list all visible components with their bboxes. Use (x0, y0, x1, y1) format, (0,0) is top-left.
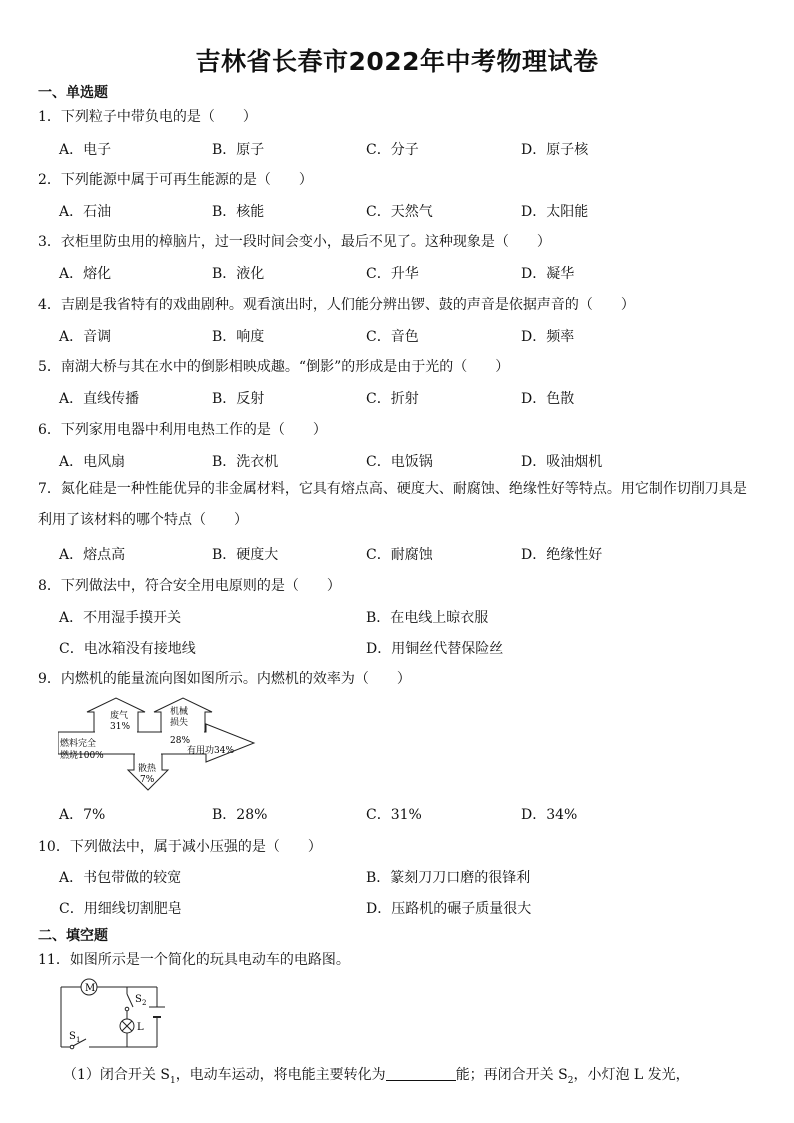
question-1-option-b: B．原子 (212, 142, 265, 158)
circuit-diagram (57, 977, 169, 1053)
question-9-option-a: A．7% (59, 807, 106, 823)
switch-1-label: S (69, 1031, 76, 1042)
question-2-option-a: A．石油 (59, 204, 112, 220)
q11-part1-after-blank: 能；再闭合开关 S (455, 1067, 568, 1083)
mechanical-loss-percent: 28% (170, 736, 191, 746)
question-10-stem: 10．下列做法中，属于减小压强的是（ ） (38, 839, 322, 855)
question-9-option-b: B．28% (212, 807, 268, 823)
question-10-option-d: D．压路机的碾子质量很大 (366, 901, 532, 917)
switch-2-blade (127, 994, 133, 1007)
question-1-stem: 1．下列粒子中带负电的是（ ） (38, 109, 257, 125)
question-6-option-c: C．电饭锅 (366, 454, 433, 470)
useful-work-label: 有用功34% (187, 746, 235, 756)
question-4-option-c: C．音色 (366, 329, 419, 345)
question-2-stem: 2．下列能源中属于可再生能源的是（ ） (38, 172, 313, 188)
q11-part1-prefix: （1）闭合开关 S (63, 1067, 170, 1083)
question-7-option-a: A．熔点高 (59, 547, 126, 563)
question-2-option-b: B．核能 (212, 204, 265, 220)
question-6-option-a: A．电风扇 (59, 454, 126, 470)
question-6-option-d: D．吸油烟机 (521, 454, 603, 470)
question-5-option-d: D．色散 (521, 391, 575, 407)
question-5-stem: 5．南湖大桥与其在水中的倒影相映成趣。“倒影”的形成是由于光的（ ） (38, 359, 510, 375)
question-8-option-b: B．在电线上晾衣服 (366, 610, 489, 626)
page-title: 吉林省长春市2022年中考物理试卷 (195, 47, 599, 76)
lamp-label: L (137, 1022, 144, 1033)
question-4-option-a: A．音调 (59, 329, 112, 345)
q11-part1-sub2: 2 (567, 1075, 574, 1086)
q11-part1-mid: ，电动车运动，将电能主要转化为 (175, 1067, 386, 1083)
question-8-option-d: D．用铜丝代替保险丝 (366, 641, 504, 657)
question-1-option-a: A．电子 (59, 142, 112, 158)
input-label-line1: 燃料完全 (60, 739, 97, 749)
question-3-option-c: C．升华 (366, 266, 419, 282)
question-5-option-b: B．反射 (212, 391, 265, 407)
question-2-option-d: D．太阳能 (521, 204, 589, 220)
question-9-stem: 9．内燃机的能量流向图如图所示。内燃机的效率为（ ） (38, 671, 411, 687)
question-5-option-a: A．直线传播 (59, 391, 140, 407)
exhaust-percent: 31% (110, 722, 131, 732)
question-8-stem: 8．下列做法中，符合安全用电原则的是（ ） (38, 578, 341, 594)
question-5-option-c: C．折射 (366, 391, 419, 407)
question-6-option-b: B．洗衣机 (212, 454, 279, 470)
question-3-option-a: A．熔化 (59, 266, 112, 282)
question-8-option-a: A．不用湿手摸开关 (59, 610, 182, 626)
question-8-option-c: C．电冰箱没有接地线 (59, 641, 196, 657)
heat-percent: 7% (140, 775, 155, 785)
question-11-stem: 11．如图所示是一个简化的玩具电动车的电路图。 (38, 952, 350, 968)
question-1-option-c: C．分子 (366, 142, 419, 158)
energy-flow-diagram (58, 696, 268, 794)
mechanical-loss-label-line1: 机械 (170, 707, 189, 717)
question-3-option-b: B．液化 (212, 266, 265, 282)
q11-part1-sub1: 1 (169, 1075, 176, 1086)
question-4-option-d: D．频率 (521, 329, 575, 345)
question-9-option-c: C．31% (366, 807, 422, 823)
question-9-option-d: D．34% (521, 807, 578, 823)
question-10-option-a: A．书包带做的较宽 (59, 870, 182, 886)
q11-part1-suffix: ，小灯泡 L 发光， (573, 1067, 690, 1083)
question-4-option-b: B．响度 (212, 329, 265, 345)
exhaust-label: 废气 (110, 711, 129, 721)
question-7-stem: 7．氮化硅是一种性能优异的非金属材料，它具有熔点高、硬度大、耐腐蚀、绝缘性好等特点。用它制作切削刀具是利用了该材料的哪个特点（ ） (38, 481, 747, 528)
question-2-option-c: C．天然气 (366, 204, 433, 220)
motor-label: M (85, 983, 96, 994)
section-heading-single-choice: 一、单选题 (38, 85, 108, 101)
section-heading-fill-in: 二、填空题 (38, 928, 108, 944)
question-7-option-d: D．绝缘性好 (521, 547, 603, 563)
answer-blank[interactable] (386, 1066, 456, 1081)
question-4-stem: 4．吉剧是我省特有的戏曲剧种。观看演出时，人们能分辨出锣、鼓的声音是依据声音的（ ） (38, 297, 635, 313)
question-7-option-b: B．硬度大 (212, 547, 279, 563)
question-3-stem: 3．衣柜里防虫用的樟脑片，过一段时间会变小，最后不见了。这种现象是（ ） (38, 234, 551, 250)
question-7-option-c: C．耐腐蚀 (366, 547, 433, 563)
question-3-option-d: D．凝华 (521, 266, 575, 282)
heat-label: 散热 (138, 764, 157, 774)
question-11-part-1 (63, 1064, 690, 1086)
mechanical-loss-label-line2: 损失 (170, 718, 189, 728)
question-6-stem: 6．下列家用电器中利用电热工作的是（ ） (38, 422, 327, 438)
switch-1-subscript: 1 (76, 1036, 81, 1044)
question-10-option-c: C．用细线切割肥皂 (59, 901, 182, 917)
input-label-line2: 燃烧100% (60, 751, 104, 761)
switch-2-subscript: 2 (142, 999, 147, 1007)
switch-2-label: S (135, 994, 142, 1005)
question-1-option-d: D．原子核 (521, 142, 589, 158)
question-10-option-b: B．篆刻刀刀口磨的很锋利 (366, 870, 531, 886)
